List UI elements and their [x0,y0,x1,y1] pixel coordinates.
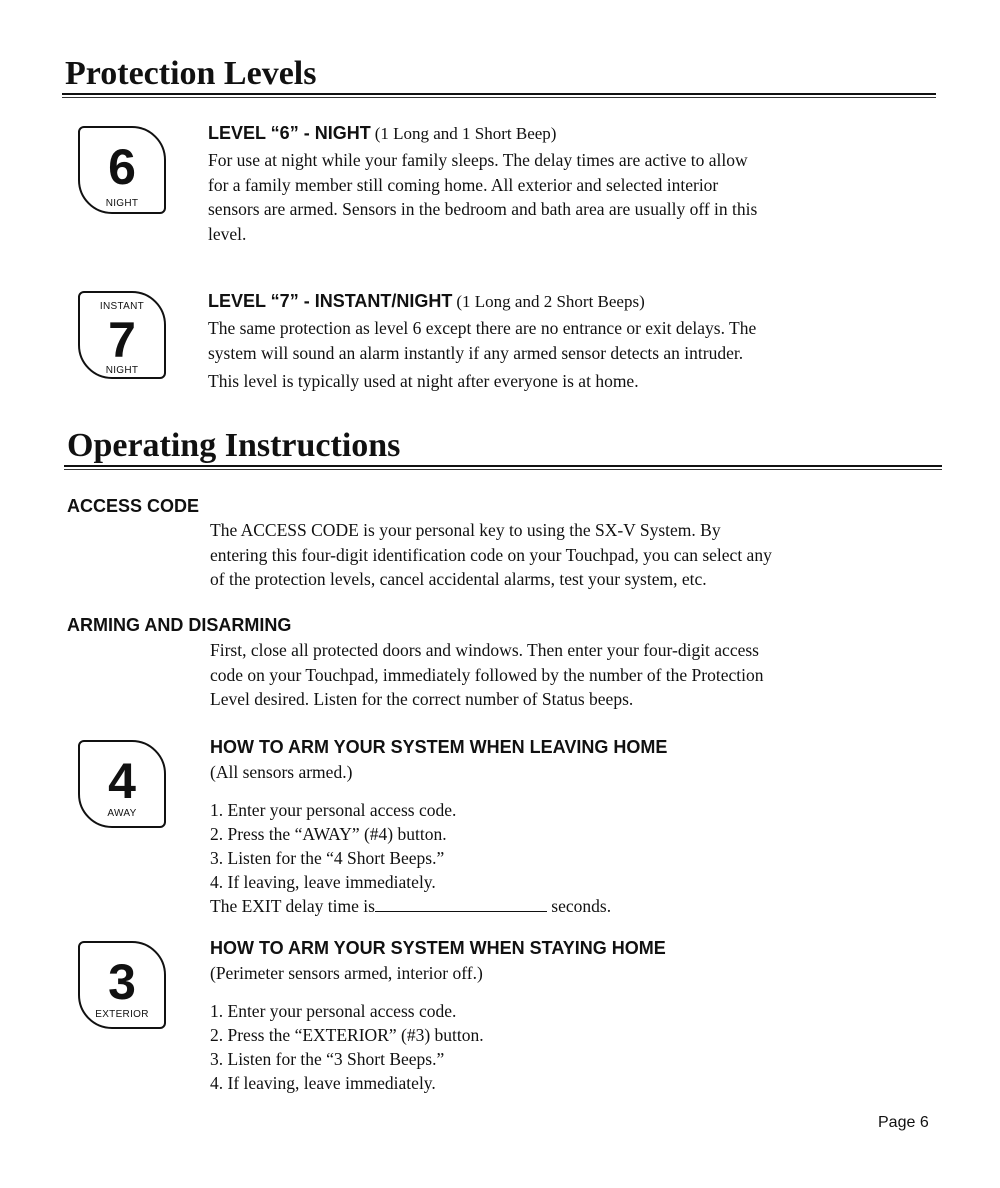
leaving-step: 1. Enter your personal access code. [210,800,457,820]
key-7-label-top: INSTANT [99,301,145,312]
key-7-icon [78,291,166,379]
access-code-line: of the protection levels, cancel accidental alarms, test your system, etc. [210,569,707,589]
key-3-number: 3 [108,954,136,1010]
key-4-icon [78,740,166,828]
key-4-label: AWAY [107,808,137,819]
key-6-icon [78,126,166,214]
level-6-line: for a family member still coming home. All exterior and selected interior [208,174,719,195]
staying-step: 2. Press the “EXTERIOR” (#3) button. [210,1025,484,1045]
access-code-line: entering this four-digit identification code on your Touchpad, you can select any [210,544,772,565]
key-4-number: 4 [108,753,136,809]
operating-title-rule [64,465,942,467]
arming-line: code on your Touchpad, immediately followed by the number of the Protection [210,664,764,685]
key-6-number: 6 [108,139,136,195]
exit-delay-prefix: The EXIT delay time is [210,896,375,916]
level-6-block [208,120,928,246]
leaving-step: 3. Listen for the “4 Short Beeps.” [210,848,445,868]
page-number: Page 6 [878,1114,929,1131]
level-7-beeps: (1 Long and 2 Short Beeps) [456,292,645,311]
level-6-beeps: (1 Long and 1 Short Beep) [374,124,557,143]
leaving-steps [210,798,930,918]
arming-description [210,638,763,712]
level-7-line: system will sound an alarm instantly if any armed sensor detects an intruder. [208,342,744,363]
staying-block [210,935,930,1095]
leaving-step: 2. Press the “AWAY” (#4) button. [210,824,447,844]
key-7-number: 7 [108,312,136,368]
level-7-line: The same protection as level 6 except there are no entrance or exit delays. The [208,318,757,338]
staying-step: 3. Listen for the “3 Short Beeps.” [210,1049,445,1069]
leaving-subtitle: (All sensors armed.) [210,762,353,782]
protection-title-rule-thin [62,97,936,98]
key-7-label-bottom: NIGHT [105,365,139,376]
key-3-label: EXTERIOR [95,1009,149,1020]
level-6-line: level. [208,223,247,244]
key-3-icon [78,941,166,1029]
exit-delay-line [210,894,930,918]
protection-levels-title: Protection Levels [65,55,317,92]
staying-heading: HOW TO ARM YOUR SYSTEM WHEN STAYING HOME [210,938,666,958]
exit-delay-blank [375,897,547,912]
access-code-description [210,518,772,592]
level-7-heading: LEVEL “7” - INSTANT/NIGHT [208,291,453,311]
level-7-line: This level is typically used at night after everyone is at home. [208,371,639,391]
leaving-step: 4. If leaving, leave immediately. [210,872,436,892]
level-7-description [208,316,928,394]
level-7-block [208,288,928,394]
exit-delay-suffix: seconds. [551,896,612,916]
leaving-block [210,734,930,918]
protection-title-rule [62,93,936,95]
operating-title-rule-thin [64,469,942,470]
staying-step: 1. Enter your personal access code. [210,1001,457,1021]
level-6-line: For use at night while your family sleeps. The delay times are active to allow [208,150,748,170]
arming-heading: ARMING AND DISARMING [67,615,292,635]
arming-line: Level desired. Listen for the correct number of Status beeps. [210,689,634,709]
level-6-heading: LEVEL “6” - NIGHT [208,123,371,143]
key-6-label: NIGHT [105,198,139,209]
access-code-line: The ACCESS CODE is your personal key to using the SX-V System. By [210,520,721,540]
staying-step: 4. If leaving, leave immediately. [210,1073,436,1093]
staying-steps [210,999,930,1095]
level-6-description [208,148,928,246]
staying-subtitle: (Perimeter sensors armed, interior off.) [210,963,483,983]
access-code-heading: ACCESS CODE [67,496,200,516]
leaving-heading: HOW TO ARM YOUR SYSTEM WHEN LEAVING HOME [210,737,668,757]
operating-instructions-title: Operating Instructions [67,427,401,464]
level-6-line: sensors are armed. Sensors in the bedroom and bath area are usually off in this [208,199,758,219]
arming-line: First, close all protected doors and windows. Then enter your four-digit access [210,640,759,660]
